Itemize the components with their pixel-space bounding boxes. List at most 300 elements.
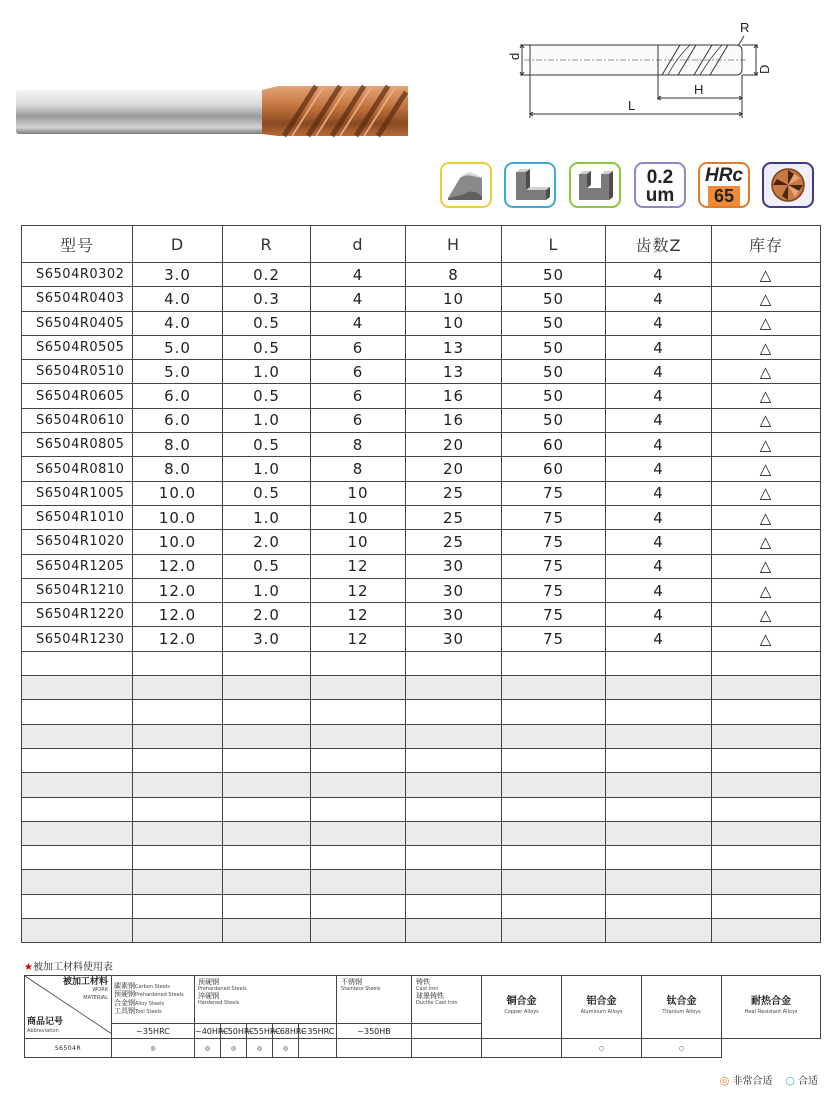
- cell-R: 1.0: [223, 578, 311, 602]
- cell-stock: △: [712, 384, 821, 408]
- table-row: [22, 603, 821, 627]
- empty-cell: [502, 748, 606, 772]
- cell-L: 50: [502, 311, 606, 335]
- cell-H: 30: [406, 578, 502, 602]
- table-row: [22, 408, 821, 432]
- cell-flutes: 4: [606, 505, 712, 529]
- cell-model: S6504R1210: [22, 578, 133, 602]
- empty-row: [22, 894, 821, 918]
- cell-model: S6504R1010: [22, 505, 133, 529]
- cell-L: 75: [502, 530, 606, 554]
- empty-cell: [311, 676, 406, 700]
- cell-H: 30: [406, 603, 502, 627]
- empty-cell: [133, 870, 223, 894]
- material-header-row: [25, 976, 821, 1024]
- cell-d: 10: [311, 481, 406, 505]
- empty-cell: [133, 700, 223, 724]
- empty-cell: [311, 773, 406, 797]
- cell-D: 10.0: [133, 505, 223, 529]
- cell-R: 1.0: [223, 360, 311, 384]
- empty-cell: [406, 821, 502, 845]
- material-group-titanium: 钛合金 Titanium Alloys: [642, 976, 722, 1039]
- cell-D: 12.0: [133, 578, 223, 602]
- empty-row: [22, 724, 821, 748]
- empty-cell: [311, 919, 406, 943]
- empty-cell: [22, 724, 133, 748]
- material-title-text: 被加工材料使用表: [32, 962, 113, 973]
- dim-label-R: R: [740, 20, 750, 35]
- empty-cell: [606, 700, 712, 724]
- empty-cell: [406, 846, 502, 870]
- cell-H: 20: [406, 457, 502, 481]
- work-material-en2: MATERIAL: [83, 995, 108, 1001]
- cell-flutes: 4: [606, 433, 712, 457]
- cell-stock: △: [712, 505, 821, 529]
- empty-cell: [311, 870, 406, 894]
- table-row: [22, 335, 821, 359]
- empty-cell: [22, 846, 133, 870]
- empty-cell: [311, 724, 406, 748]
- cell-L: 75: [502, 554, 606, 578]
- cell-model: S6504R0405: [22, 311, 133, 335]
- header-H: H: [406, 226, 502, 263]
- empty-cell: [502, 651, 606, 675]
- cell-flutes: 4: [606, 457, 712, 481]
- empty-cell: [22, 870, 133, 894]
- cell-D: 4.0: [133, 287, 223, 311]
- cell-H: 16: [406, 408, 502, 432]
- cell-d: 4: [311, 311, 406, 335]
- cell-L: 50: [502, 360, 606, 384]
- cell-flutes: 4: [606, 384, 712, 408]
- empty-cell: [606, 894, 712, 918]
- empty-cell: [606, 797, 712, 821]
- empty-cell: [22, 773, 133, 797]
- cell-H: 10: [406, 287, 502, 311]
- cell-stock: △: [712, 335, 821, 359]
- material-group-heat-resistant: 耐热合金 Heat Resistant Alloys: [722, 976, 821, 1039]
- material-group-copper: 铜合金 Copper Alloys: [482, 976, 562, 1039]
- hardness-label: HRc: [704, 165, 743, 186]
- cell-model: S6504R0810: [22, 457, 133, 481]
- suitability-mark: [412, 1039, 482, 1058]
- material-corner-cell: [25, 976, 112, 1039]
- abbreviation-en: Abbreviation: [27, 1028, 59, 1034]
- empty-cell: [22, 894, 133, 918]
- empty-cell: [712, 846, 821, 870]
- empty-cell: [311, 846, 406, 870]
- empty-cell: [22, 797, 133, 821]
- cell-flutes: 4: [606, 627, 712, 651]
- empty-cell: [712, 651, 821, 675]
- empty-cell: [502, 870, 606, 894]
- cell-flutes: 4: [606, 554, 712, 578]
- cell-flutes: 4: [606, 360, 712, 384]
- header-D: D: [133, 226, 223, 263]
- cell-L: 50: [502, 384, 606, 408]
- empty-cell: [311, 700, 406, 724]
- suitability-mark: ○: [642, 1039, 722, 1058]
- work-material-en1: WORK: [92, 987, 108, 993]
- cell-R: 1.0: [223, 457, 311, 481]
- empty-cell: [22, 748, 133, 772]
- cell-model: S6504R0403: [22, 287, 133, 311]
- cell-d: 4: [311, 287, 406, 311]
- empty-cell: [712, 821, 821, 845]
- empty-cell: [22, 700, 133, 724]
- empty-cell: [606, 748, 712, 772]
- hardness-cell: ~50HRC: [221, 1024, 247, 1039]
- dimension-drawing: [500, 18, 772, 122]
- side-milling-icon: [504, 162, 556, 208]
- cell-R: 3.0: [223, 627, 311, 651]
- empty-cell: [712, 724, 821, 748]
- cell-R: 0.5: [223, 311, 311, 335]
- empty-cell: [406, 773, 502, 797]
- suitability-mark: ◎: [112, 1039, 195, 1058]
- cell-d: 12: [311, 554, 406, 578]
- table-row: [22, 578, 821, 602]
- cell-flutes: 4: [606, 603, 712, 627]
- star-icon: ★: [24, 962, 33, 973]
- cell-d: 6: [311, 360, 406, 384]
- very-suitable-label: 非常合适: [732, 1076, 773, 1087]
- cell-H: 8: [406, 263, 502, 287]
- empty-cell: [502, 676, 606, 700]
- cell-H: 25: [406, 481, 502, 505]
- cell-L: 75: [502, 578, 606, 602]
- cell-R: 0.5: [223, 384, 311, 408]
- table-row: [22, 627, 821, 651]
- cell-model: S6504R0510: [22, 360, 133, 384]
- cell-H: 13: [406, 360, 502, 384]
- empty-cell: [606, 651, 712, 675]
- empty-cell: [311, 651, 406, 675]
- empty-cell: [406, 748, 502, 772]
- empty-cell: [606, 870, 712, 894]
- cell-flutes: 4: [606, 311, 712, 335]
- empty-cell: [133, 676, 223, 700]
- empty-row: [22, 846, 821, 870]
- empty-cell: [502, 797, 606, 821]
- empty-cell: [133, 748, 223, 772]
- cell-model: S6504R1005: [22, 481, 133, 505]
- empty-cell: [22, 821, 133, 845]
- empty-cell: [502, 700, 606, 724]
- cell-stock: △: [712, 311, 821, 335]
- cell-R: 0.5: [223, 335, 311, 359]
- empty-cell: [502, 894, 606, 918]
- cell-D: 12.0: [133, 627, 223, 651]
- cell-L: 60: [502, 433, 606, 457]
- empty-row: [22, 919, 821, 943]
- end-face-icon: [762, 162, 814, 208]
- empty-row: [22, 870, 821, 894]
- spec-table: [21, 225, 821, 943]
- empty-cell: [223, 846, 311, 870]
- cell-model: S6504R0302: [22, 263, 133, 287]
- cell-model: S6504R0610: [22, 408, 133, 432]
- abbreviation-cn: 商品记号: [27, 1017, 64, 1027]
- table-row: [22, 530, 821, 554]
- suitable-icon: ○: [785, 1074, 795, 1087]
- table-row: [22, 481, 821, 505]
- slot-milling-icon: [569, 162, 621, 208]
- empty-cell: [311, 748, 406, 772]
- empty-cell: [223, 676, 311, 700]
- cell-d: 8: [311, 457, 406, 481]
- cell-stock: △: [712, 578, 821, 602]
- cell-H: 30: [406, 627, 502, 651]
- empty-cell: [133, 821, 223, 845]
- empty-cell: [406, 724, 502, 748]
- cell-H: 25: [406, 505, 502, 529]
- cell-d: 10: [311, 530, 406, 554]
- dim-label-d: d: [507, 52, 522, 60]
- cell-R: 0.5: [223, 554, 311, 578]
- empty-cell: [406, 870, 502, 894]
- dim-label-H: H: [694, 82, 704, 97]
- empty-cell: [406, 797, 502, 821]
- suitability-mark: [482, 1039, 562, 1058]
- cell-d: 12: [311, 603, 406, 627]
- cell-d: 6: [311, 408, 406, 432]
- cell-L: 50: [502, 408, 606, 432]
- empty-cell: [223, 894, 311, 918]
- empty-cell: [502, 773, 606, 797]
- cell-D: 3.0: [133, 263, 223, 287]
- suitability-mark: ◎: [273, 1039, 299, 1058]
- empty-cell: [502, 919, 606, 943]
- empty-cell: [406, 919, 502, 943]
- dim-label-D: D: [757, 64, 772, 74]
- cell-d: 8: [311, 433, 406, 457]
- cell-flutes: 4: [606, 481, 712, 505]
- suitability-mark: ◎: [195, 1039, 221, 1058]
- suitability-mark: ◎: [247, 1039, 273, 1058]
- empty-cell: [712, 700, 821, 724]
- empty-cell: [406, 700, 502, 724]
- tolerance-value: 0.2: [646, 167, 674, 188]
- empty-cell: [133, 797, 223, 821]
- empty-cell: [223, 821, 311, 845]
- cell-model: S6504R0605: [22, 384, 133, 408]
- table-row: [22, 433, 821, 457]
- cell-d: 12: [311, 627, 406, 651]
- cell-flutes: 4: [606, 335, 712, 359]
- empty-cell: [223, 748, 311, 772]
- suitability-mark: ◎: [221, 1039, 247, 1058]
- empty-cell: [223, 724, 311, 748]
- cell-stock: △: [712, 263, 821, 287]
- header-flutes: 齿数Z: [606, 226, 712, 263]
- header-model: 型号: [22, 226, 133, 263]
- cell-D: 10.0: [133, 530, 223, 554]
- cell-D: 6.0: [133, 384, 223, 408]
- cell-stock: △: [712, 627, 821, 651]
- empty-cell: [712, 797, 821, 821]
- empty-cell: [22, 651, 133, 675]
- hardness-cell: ~40HRC: [195, 1024, 221, 1039]
- suitability-mark: ○: [562, 1039, 642, 1058]
- cell-flutes: 4: [606, 530, 712, 554]
- hardness-icon: [698, 162, 750, 208]
- suitable-label: 合适: [798, 1076, 818, 1087]
- empty-cell: [133, 894, 223, 918]
- cell-stock: △: [712, 360, 821, 384]
- cell-d: 4: [311, 263, 406, 287]
- empty-cell: [223, 919, 311, 943]
- empty-cell: [406, 894, 502, 918]
- cell-H: 20: [406, 433, 502, 457]
- cell-L: 50: [502, 335, 606, 359]
- hardness-cell: ~68HRC: [273, 1024, 299, 1039]
- table-row: [22, 311, 821, 335]
- cell-d: 6: [311, 335, 406, 359]
- cell-R: 2.0: [223, 603, 311, 627]
- material-group-hardened: 预硬钢 Prehardened Steels 淬硬钢 Hardened Steels: [195, 976, 337, 1024]
- cell-H: 16: [406, 384, 502, 408]
- empty-cell: [712, 773, 821, 797]
- suitability-legend: [720, 1072, 818, 1087]
- table-row: [22, 287, 821, 311]
- cell-model: S6504R1220: [22, 603, 133, 627]
- cell-R: 1.0: [223, 408, 311, 432]
- empty-cell: [712, 919, 821, 943]
- empty-row: [22, 748, 821, 772]
- empty-cell: [712, 748, 821, 772]
- empty-cell: [223, 773, 311, 797]
- hardness-cell: ~35HRC: [112, 1024, 195, 1039]
- cell-L: 75: [502, 505, 606, 529]
- empty-cell: [223, 651, 311, 675]
- empty-row: [22, 676, 821, 700]
- cell-stock: △: [712, 457, 821, 481]
- cell-model: S6504R1230: [22, 627, 133, 651]
- material-group-stainless: 不锈钢 Stainless Steels: [337, 976, 412, 1024]
- cell-stock: △: [712, 603, 821, 627]
- feature-icons: [440, 162, 822, 210]
- empty-row: [22, 821, 821, 845]
- empty-cell: [502, 821, 606, 845]
- cell-R: 0.2: [223, 263, 311, 287]
- cell-L: 75: [502, 627, 606, 651]
- work-material-cn: 被加工材料: [62, 977, 108, 987]
- empty-row: [22, 773, 821, 797]
- cell-D: 12.0: [133, 603, 223, 627]
- cell-stock: △: [712, 554, 821, 578]
- cell-L: 75: [502, 481, 606, 505]
- header-stock: 库存: [712, 226, 821, 263]
- cell-flutes: 4: [606, 578, 712, 602]
- cell-D: 10.0: [133, 481, 223, 505]
- table-row: [22, 554, 821, 578]
- end-mill-photo: [16, 82, 412, 140]
- empty-cell: [712, 870, 821, 894]
- cell-d: 6: [311, 384, 406, 408]
- cell-flutes: 4: [606, 408, 712, 432]
- cell-H: 30: [406, 554, 502, 578]
- empty-cell: [133, 651, 223, 675]
- cell-model: S6504R0805: [22, 433, 133, 457]
- suitability-mark: [299, 1039, 337, 1058]
- cell-D: 8.0: [133, 433, 223, 457]
- empty-cell: [133, 846, 223, 870]
- empty-cell: [133, 724, 223, 748]
- empty-cell: [712, 894, 821, 918]
- empty-cell: [311, 894, 406, 918]
- empty-cell: [22, 919, 133, 943]
- table-row: [22, 263, 821, 287]
- cell-stock: △: [712, 481, 821, 505]
- empty-cell: [502, 846, 606, 870]
- empty-row: [22, 651, 821, 675]
- cell-d: 12: [311, 578, 406, 602]
- hardness-value: 65: [708, 186, 740, 206]
- empty-cell: [133, 773, 223, 797]
- cell-L: 60: [502, 457, 606, 481]
- empty-cell: [133, 919, 223, 943]
- very-suitable-icon: ◎: [719, 1074, 730, 1087]
- empty-row: [22, 700, 821, 724]
- cell-stock: △: [712, 530, 821, 554]
- table-header-row: [22, 226, 821, 263]
- empty-row: [22, 797, 821, 821]
- material-group-cast-iron: 铸铁 Cast Iron 球墨铸铁 Ductile Cast Iron: [412, 976, 482, 1024]
- empty-cell: [606, 821, 712, 845]
- cell-d: 10: [311, 505, 406, 529]
- empty-cell: [22, 676, 133, 700]
- cell-model: S6504R0505: [22, 335, 133, 359]
- empty-cell: [712, 676, 821, 700]
- empty-cell: [606, 724, 712, 748]
- table-row: [22, 457, 821, 481]
- dim-label-L: L: [628, 98, 636, 113]
- cell-D: 8.0: [133, 457, 223, 481]
- material-table-title: [24, 958, 113, 973]
- cell-L: 50: [502, 263, 606, 287]
- empty-cell: [606, 846, 712, 870]
- cell-D: 4.0: [133, 311, 223, 335]
- empty-cell: [406, 676, 502, 700]
- cell-L: 50: [502, 287, 606, 311]
- cell-D: 12.0: [133, 554, 223, 578]
- cell-H: 10: [406, 311, 502, 335]
- material-table: [24, 975, 821, 1058]
- cell-stock: △: [712, 433, 821, 457]
- empty-cell: [223, 870, 311, 894]
- empty-cell: [311, 797, 406, 821]
- material-group-steels: 碳素钢Carbon Steels 预硬钢Prehardened Steels 合金钢Alloy Steels 工具钢Tool Steels: [112, 976, 195, 1024]
- header-d: d: [311, 226, 406, 263]
- cell-D: 5.0: [133, 335, 223, 359]
- hardness-cell: ~55HRC: [247, 1024, 273, 1039]
- cell-model: S6504R1020: [22, 530, 133, 554]
- empty-cell: [606, 676, 712, 700]
- cell-flutes: 4: [606, 287, 712, 311]
- header-R: R: [223, 226, 311, 263]
- table-row: [22, 384, 821, 408]
- empty-cell: [311, 821, 406, 845]
- cell-flutes: 4: [606, 263, 712, 287]
- cell-stock: △: [712, 408, 821, 432]
- cell-D: 5.0: [133, 360, 223, 384]
- table-row: [22, 505, 821, 529]
- tolerance-unit: um: [645, 185, 675, 206]
- empty-cell: [502, 724, 606, 748]
- cell-R: 0.5: [223, 481, 311, 505]
- empty-cell: [406, 651, 502, 675]
